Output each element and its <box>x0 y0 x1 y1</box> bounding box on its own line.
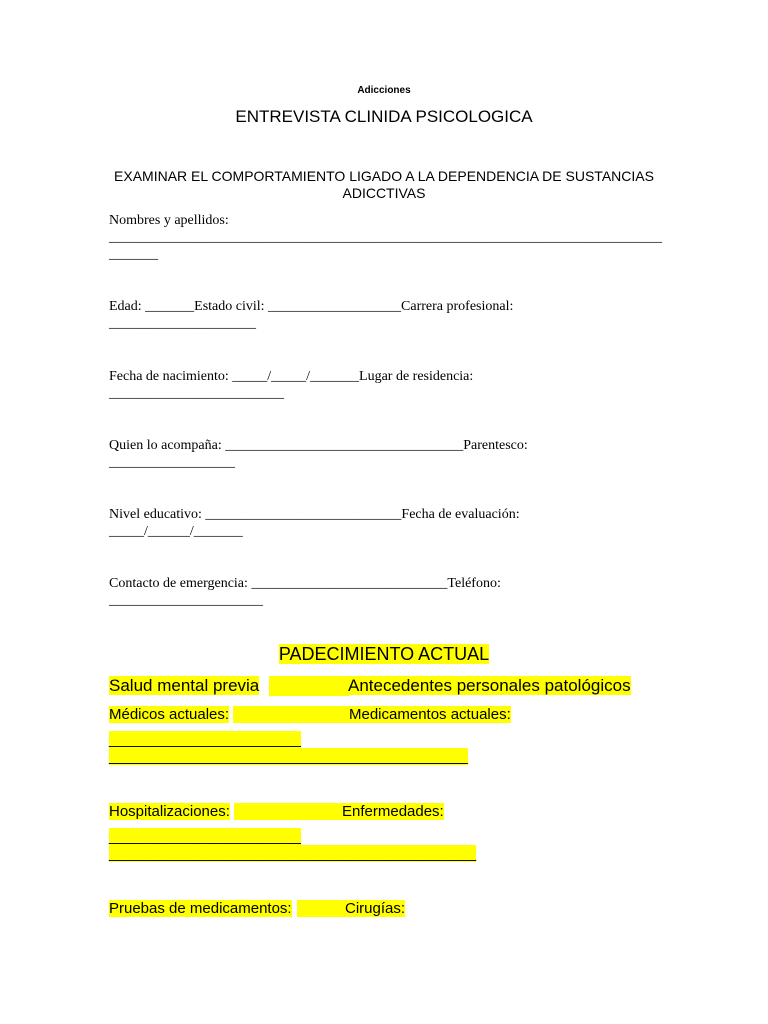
field-fecha-nacimiento-line-2: _________________________ <box>109 386 284 401</box>
row1-gap-highlight <box>233 706 349 723</box>
pruebas-medicamentos-label: Pruebas de medicamentos: <box>109 900 292 917</box>
row1-line-long: ___________________________________________ <box>109 748 468 765</box>
row3-gap-highlight <box>297 900 345 917</box>
field-nombres-line-2: _______ <box>109 247 158 262</box>
row2-line-long-wrap[interactable] <box>109 845 476 862</box>
row2-left-wrap <box>109 803 230 820</box>
field-acompana[interactable] <box>109 437 528 471</box>
field-acompana-line-1: Quien lo acompaña: __________________________________Parentesco: <box>109 438 528 453</box>
document-subtitle <box>0 168 768 202</box>
field-acompana-line-2: __________________ <box>109 455 235 470</box>
field-contacto-emergencia-line-2: ______________________ <box>109 593 263 608</box>
field-nombres[interactable] <box>109 212 662 263</box>
medicamentos-actuales-label: Medicamentos actuales: <box>349 706 511 723</box>
field-nombres-label: Nombres y apellidos: <box>109 213 229 228</box>
field-nombres-line: _______________________________________________________________________________ <box>109 230 662 245</box>
field-fecha-nacimiento-line-1: Fecha de nacimiento: _____/_____/_______Lugar de residencia: <box>109 369 474 384</box>
row1-right-wrap <box>349 706 511 723</box>
row1-line-short: _______________________ <box>109 731 301 748</box>
row3-left-wrap <box>109 900 292 917</box>
cirugias-label: Cirugías: <box>345 900 406 917</box>
enfermedades-label: Enfermedades: <box>342 803 444 820</box>
field-nivel-educativo[interactable] <box>109 506 520 540</box>
field-contacto-emergencia[interactable] <box>109 575 501 609</box>
section-heading-left: Salud mental previa <box>109 676 260 695</box>
hospitalizaciones-label: Hospitalizaciones: <box>109 803 230 820</box>
row1-left-wrap <box>109 706 229 723</box>
row1-line-long-wrap[interactable] <box>109 748 468 765</box>
field-contacto-emergencia-line-1: Contacto de emergencia: ____________________________Teléfono: <box>109 576 501 591</box>
row3-right-wrap <box>345 900 405 917</box>
row1-line-short-wrap[interactable] <box>109 731 301 748</box>
section-heading-right: Antecedentes personales patológicos <box>348 676 631 695</box>
subtitle-line-1: EXAMINAR EL COMPORTAMIENTO LIGADO A LA DEPENDENCIA DE SUSTANCIAS <box>114 168 654 184</box>
row2-gap-highlight <box>234 803 342 820</box>
field-nivel-educativo-line-2: _____/______/_______ <box>109 524 243 539</box>
field-edad[interactable] <box>109 298 513 332</box>
field-nivel-educativo-line-1: Nivel educativo: ____________________________Fecha de evaluación: <box>109 507 520 522</box>
row2-line-short: _______________________ <box>109 828 301 845</box>
section-heading-left-wrap <box>109 676 259 696</box>
medicos-actuales-label: Médicos actuales: <box>109 706 230 723</box>
field-edad-line-2: _____________________ <box>109 316 256 331</box>
field-edad-line-1: Edad: _______Estado civil: ___________________Carrera profesional: <box>109 299 514 314</box>
subtitle-line-2: ADICCTIVAS <box>342 185 426 201</box>
field-fecha-nacimiento[interactable] <box>109 368 473 402</box>
heading-gap-highlight <box>269 676 349 696</box>
row2-line-short-wrap[interactable] <box>109 828 301 845</box>
section-title-wrap <box>0 644 768 665</box>
document-title: ENTREVISTA CLINIDA PSICOLOGICA <box>235 107 533 126</box>
section-title: PADECIMIENTO ACTUAL <box>278 644 490 664</box>
row2-line-long: ____________________________________________ <box>109 845 477 862</box>
row2-right-wrap <box>342 803 444 820</box>
section-heading-right-wrap <box>348 676 631 696</box>
document-header: Adicciones <box>357 85 411 96</box>
